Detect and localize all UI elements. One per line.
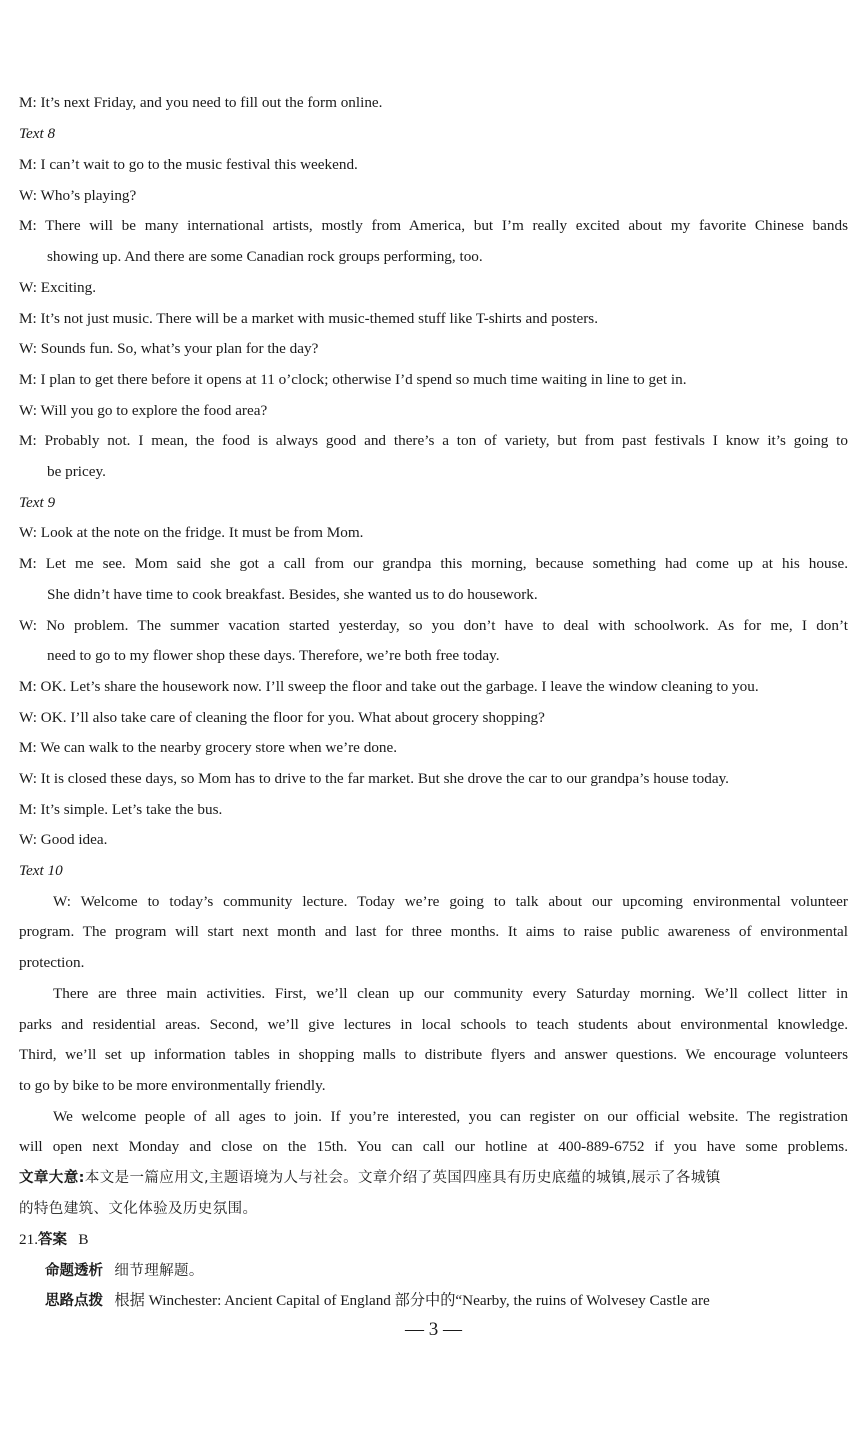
analysis-line xyxy=(45,1261,848,1281)
dialogue-line: W: Who’s playing? xyxy=(19,187,137,204)
monologue-line: W: Welcome to today’s community lecture. Today we’re going to talk about our upcoming environmental volunteer xyxy=(53,893,848,910)
section-heading-text-10: Text 10 xyxy=(19,862,63,879)
section-heading-text-8: Text 8 xyxy=(19,125,56,142)
answer-line xyxy=(19,1230,848,1250)
question-number: 21. xyxy=(19,1231,38,1248)
monologue-line: Third, we’ll set up information tables in shopping malls to distribute flyers and answer questions. We encourage volunteers xyxy=(19,1046,848,1063)
page-number: — 3 — xyxy=(405,1319,462,1340)
monologue-line: to go by bike to be more environmentally friendly. xyxy=(19,1077,326,1094)
summary-text: 本文是一篇应用文,主题语境为人与社会。文章介绍了英国四座具有历史底蕴的城镇,展示了各城镇 xyxy=(84,1170,721,1186)
answer-value: B xyxy=(78,1231,89,1248)
dialogue-line: W: It is closed these days, so Mom has to drive to the far market. But she drove the car to our grandpa’s house today. xyxy=(19,770,729,787)
monologue-line: will open next Monday and close on the 15th. You can call our hotline at 400-889-6752 if you have some problems. xyxy=(19,1138,848,1155)
dialogue-line: M: OK. Let’s share the housework now. I’ll sweep the floor and take out the garbage. I leave the window cleaning to you. xyxy=(19,678,759,695)
dialogue-line: M: There will be many international artists, mostly from America, but I’m really excited about my favorite Chinese bands xyxy=(19,217,848,234)
dialogue-line: M: We can walk to the nearby grocery store when we’re done. xyxy=(19,739,398,756)
dialogue-line: M: I plan to get there before it opens at 11 o’clock; otherwise I’d spend so much time waiting in line to get in. xyxy=(19,371,687,388)
analysis-text: 细节理解题。 xyxy=(114,1263,204,1279)
analysis-label: 命题透析 xyxy=(45,1263,103,1279)
monologue-line: We welcome people of all ages to join. If you’re interested, you can register on our official website. The registration xyxy=(53,1108,848,1125)
monologue-line: program. The program will start next month and last for three months. It aims to raise public awareness of environmental xyxy=(19,923,848,940)
section-heading-text-9: Text 9 xyxy=(19,494,56,511)
summary-label: 文章大意: xyxy=(19,1170,85,1186)
dialogue-line: M: It’s not just music. There will be a market with music-themed stuff like T-shirts and posters. xyxy=(19,310,599,327)
dialogue-line: W: Look at the note on the fridge. It must be from Mom. xyxy=(19,524,364,541)
dialogue-line: W: Will you go to explore the food area? xyxy=(19,402,268,419)
dialogue-line: M: It’s next Friday, and you need to fill out the form online. xyxy=(19,94,383,111)
hint-label: 思路点拨 xyxy=(45,1293,103,1309)
dialogue-line: W: Exciting. xyxy=(19,279,97,296)
dialogue-line: W: No problem. The summer vacation started yesterday, so you don’t have to deal with schoolwork. As for me, I don’t xyxy=(19,617,848,634)
dialogue-line: M: Let me see. Mom said she got a call from our grandpa this morning, because something had come up at his house. xyxy=(19,555,848,572)
monologue-line: parks and residential areas. Second, we’ll give lectures in local schools to teach students about environmental knowledge. xyxy=(19,1016,848,1033)
dialogue-line-continued: showing up. And there are some Canadian rock groups performing, too. xyxy=(47,248,483,265)
dialogue-line-continued: need to go to my flower shop these days. Therefore, we’re both free today. xyxy=(47,647,500,664)
dialogue-line-continued: be pricey. xyxy=(47,463,106,480)
answer-label: 答案 xyxy=(37,1232,67,1248)
dialogue-line: W: Sounds fun. So, what’s your plan for the day? xyxy=(19,340,319,357)
dialogue-line: M: I can’t wait to go to the music festival this weekend. xyxy=(19,156,358,173)
dialogue-line-continued: She didn’t have time to cook breakfast. Besides, she wanted us to do housework. xyxy=(47,586,538,603)
dialogue-line: M: Probably not. I mean, the food is always good and there’s a ton of variety, but from past festivals I know it’s going to xyxy=(19,432,848,449)
dialogue-line: W: OK. I’ll also take care of cleaning the floor for you. What about grocery shopping? xyxy=(19,709,545,726)
summary-line-continued: 的特色建筑、文化体验及历史氛围。 xyxy=(19,1201,258,1217)
hint-text: 根据 Winchester: Ancient Capital of England 部分中的“Nearby, the ruins of Wolvesey Castle are xyxy=(114,1292,710,1309)
hint-line xyxy=(45,1291,848,1311)
dialogue-line: M: It’s simple. Let’s take the bus. xyxy=(19,801,223,818)
dialogue-line: W: Good idea. xyxy=(19,831,108,848)
monologue-line: There are three main activities. First, we’ll clean up our community every Saturday morning. We’ll collect litter in xyxy=(53,985,848,1002)
monologue-line: protection. xyxy=(19,954,85,971)
summary-line xyxy=(19,1168,848,1188)
